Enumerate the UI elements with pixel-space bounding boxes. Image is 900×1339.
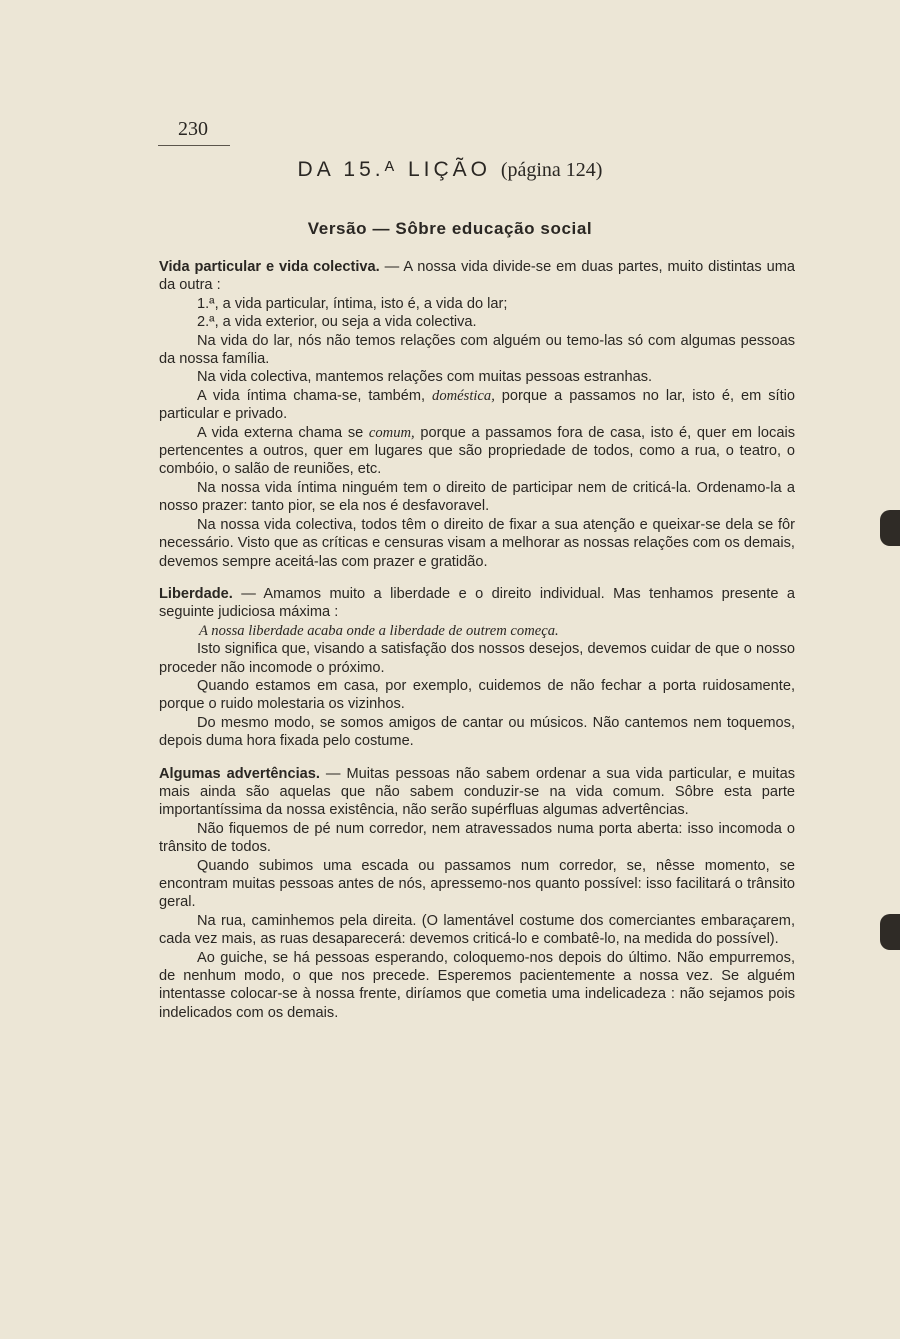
paragraph: Na vida do lar, nós não temos relações com alguém ou temo-las só com algumas pessoas da nossa família.	[159, 332, 795, 368]
maxim-quote: A nossa liberdade acaba onde a liberdade de outrem começa.	[199, 622, 559, 639]
paragraph-text: — Amamos muito a liberdade e o direito individual. Mas tenhamos presente a seguinte judiciosa máxima :	[159, 585, 795, 621]
paragraph-vida-intro	[159, 258, 795, 295]
paragraph: Na vida colectiva, mantemos relações com muitas pessoas estranhas.	[197, 369, 653, 386]
page-edge-mark	[880, 914, 900, 950]
paragraph	[159, 387, 795, 424]
list-item-1: 1.ª, a vida particular, íntima, isto é, a vida do lar;	[197, 295, 508, 312]
paragraph: Não fiquemos de pé num corredor, nem atravessados numa porta aberta: isso incomoda o trânsito de todos.	[159, 820, 795, 856]
version-title: Versão — Sôbre educação social	[307, 219, 593, 238]
paragraph: Na rua, caminhemos pela direita. (O lamentável costume dos comerciantes embaraçarem, cada vez mais, as ruas desaparecerá: devemos criticá-lo e combatê-lo, na medida do possível).	[159, 912, 795, 948]
paragraph: Ao guiche, se há pessoas esperando, coloquemo-nos depois do último. Não empurremos, de nenhum modo, o que nos precede. Esperemos pacientemente a nossa vez. Se alguém intentasse colocar-se à nossa frente, diríamos que cometia uma indelicadeza : não sejamos pois indelicados com os demais.	[159, 949, 795, 1021]
paragraph: Quando subimos uma escada ou passamos num corredor, se, nêsse momento, se encontram muitas pessoas antes de nós, apressemo-nos quanto possível: isso facilitará o trânsito geral.	[159, 857, 795, 911]
paragraph-text: — A nossa vida divide-se em duas partes, muito distintas uma da outra :	[159, 259, 795, 294]
paragraph: Quando estamos em casa, por exemplo, cuidemos de não fechar a porta ruidosamente, porque o ruido molestaria os vizinhos.	[159, 677, 795, 713]
emphasis-domestica: doméstica,	[432, 387, 495, 404]
paragraph-liberdade-intro	[159, 585, 795, 622]
paragraph-text: A vida íntima chama-se, também,	[197, 387, 433, 404]
paragraph-text: A vida externa chama se	[197, 424, 369, 441]
page-number-rule	[158, 145, 230, 146]
lesson-page-reference: (página 124)	[500, 159, 603, 181]
paragraph-text: porque a passamos no lar, isto é, em sítio particular e privado.	[159, 387, 795, 423]
list-item-2: 2.ª, a vida exterior, ou seja a vida colectiva.	[197, 314, 477, 331]
lesson-heading	[0, 158, 900, 182]
page-number: 230	[178, 118, 208, 140]
section-lead-vida: Vida particular e vida colectiva.	[159, 259, 380, 275]
lesson-heading-text: DA 15.ᴬ LIÇÃO	[297, 158, 491, 181]
paragraph-advertencias-intro	[159, 765, 795, 820]
paragraph-text: porque a passamos fora de casa, isto é, quer em locais pertencentes a outros, quer em lugares que são propriedade de todos, como a rua, o teatro, o combóio, o salão de reuniões, etc.	[159, 424, 795, 478]
paragraph: Na nossa vida íntima ninguém tem o direito de participar nem de criticá-la. Ordenamo-la a nosso prazer: tanto pior, se ela nos é desfavoravel.	[159, 479, 795, 515]
paragraph: Na nossa vida colectiva, todos têm o direito de fixar a sua atenção e queixar-se dela se fôr necessário. Visto que as críticas e censuras visam a melhorar as nossas relações com os demais, devemos sempre aceitá-las com prazer e gratidão.	[159, 516, 795, 570]
emphasis-comum: comum,	[368, 424, 415, 441]
page-edge-mark	[880, 510, 900, 546]
body-text	[159, 258, 795, 1022]
paragraph	[159, 424, 795, 479]
paragraph: Isto significa que, visando a satisfação dos nossos desejos, devemos cuidar de que o nosso proceder não incomode o próximo.	[159, 641, 795, 676]
section-lead-liberdade: Liberdade.	[159, 585, 233, 602]
section-lead-advertencias: Algumas advertências.	[159, 765, 320, 782]
paragraph-text: — Muitas pessoas não sabem ordenar a sua vida particular, e muitas mais ainda são aquelas que não sabem conduzir-se na vida comum. Sôbre esta parte importantíssima da nossa existência, não serão supérfluas algumas advertências.	[159, 765, 795, 819]
paragraph: Do mesmo modo, se somos amigos de cantar ou músicos. Não cantemos nem toquemos, depois duma hora fixada pelo costume.	[159, 714, 795, 750]
